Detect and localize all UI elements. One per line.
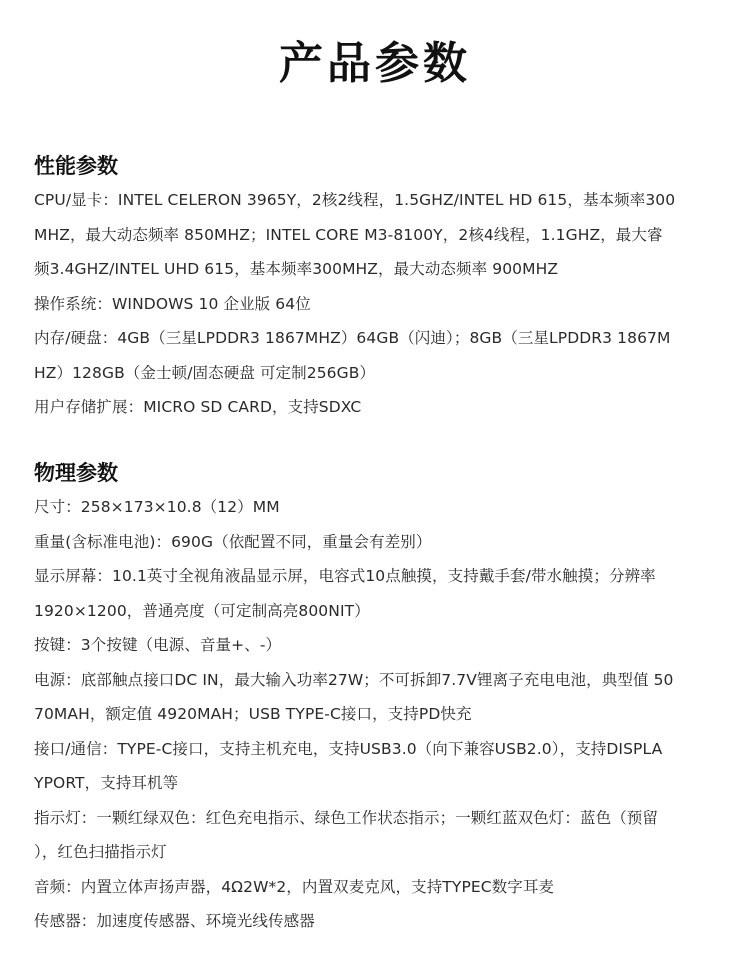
spec-line: YPORT，支持耳机等	[34, 774, 179, 792]
spec-line: 重量(含标准电池)：690G（依配置不同，重量会有差别）	[34, 532, 432, 551]
spec-line: 70MAH，额定值 4920MAH；USB TYPE-C接口，支持PD快充	[34, 705, 472, 723]
physical-heading: 物理参数	[34, 461, 118, 485]
spec-line: 显示屏幕：10.1英寸全视角液晶显示屏，电容式10点触摸，支持戴手套/带水触摸；分辨率	[34, 567, 656, 585]
spec-line: 电源：底部触点接口DC IN，最大输入功率27W；不可拆卸7.7V锂离子充电电池，典型值 50	[34, 670, 674, 689]
spec-line: 内存/硬盘：4GB（三星LPDDR3 1867MHZ）64GB（闪迪）；8GB（三星LPDDR3 1867M	[34, 329, 671, 347]
spec-line: HZ）128GB（金士顿/固态硬盘 可定制256GB）	[34, 363, 376, 382]
spec-line: 操作系统：WINDOWS 10 企业版 64位	[34, 294, 311, 313]
spec-line: 尺寸：258×173×10.8（12）MM	[34, 498, 280, 516]
spec-line: ），红色扫描指示灯	[34, 843, 167, 861]
physical-section	[34, 458, 724, 939]
spec-line: 指示灯：一颗红绿双色：红色充电指示、绿色工作状态指示；一颗红蓝双色灯：蓝色（预留	[34, 808, 659, 827]
spec-line: 音频：内置立体声扬声器，4Ω2W*2，内置双麦克风，支持TYPEC数字耳麦	[34, 877, 555, 896]
spec-line: MHZ，最大动态频率 850MHZ；INTEL CORE M3-8100Y，2核4线程，1.1GHZ，最大睿	[34, 225, 663, 244]
performance-heading: 性能参数	[34, 154, 118, 178]
spec-line: CPU/显卡：INTEL CELERON 3965Y，2核2线程，1.5GHZ/INTEL HD 615，基本频率300	[34, 191, 676, 209]
spec-line: 用户存储扩展：MICRO SD CARD，支持SDXC	[34, 398, 362, 416]
page-title: 产品参数	[279, 38, 471, 89]
spec-line: 传感器：加速度传感器、环境光线传感器	[34, 912, 315, 930]
spec-line: 1920×1200，普通亮度（可定制高亮800NIT）	[34, 601, 370, 620]
spec-line: 按键：3个按键（电源、音量+、-）	[34, 636, 282, 654]
spec-line: 接口/通信：TYPE-C接口，支持主机充电，支持USB3.0（向下兼容USB2.0），支持DISPLA	[34, 739, 663, 758]
performance-section	[34, 151, 724, 425]
spec-line: 频3.4GHZ/INTEL UHD 615，基本频率300MHZ，最大动态频率 900MHZ	[34, 260, 559, 278]
